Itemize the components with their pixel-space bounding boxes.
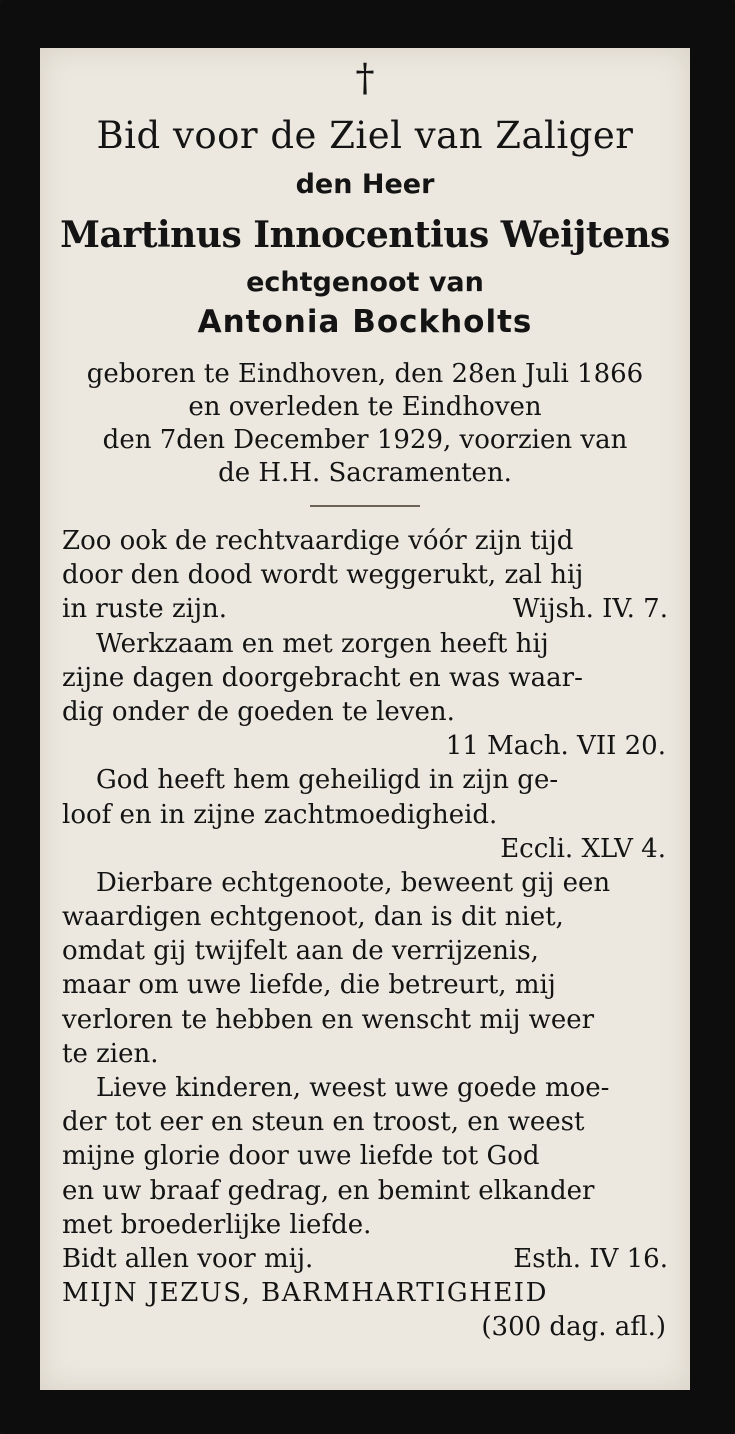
spouse-name: Antonia Bockholts [197, 304, 533, 340]
memorial-card-paper [40, 48, 690, 1390]
text-line: verloren te hebben en wenscht mij weer [62, 1004, 595, 1035]
scripture-reference: Eccli. XLV 4. [500, 833, 666, 864]
text-line: dig onder de goeden te leven. [62, 696, 455, 727]
prayer-heading: Bid voor de Ziel van Zaliger [96, 114, 634, 157]
title-line: den Heer [295, 169, 435, 200]
text-line: der tot eer en steun en troost, en weest [62, 1107, 585, 1138]
bio-line: den 7den December 1929, voorzien van [102, 425, 628, 455]
scripture-reference: 11 Mach. VII 20. [445, 731, 666, 762]
text-line: mijne glorie door uwe liefde tot God [62, 1141, 540, 1172]
text-line [62, 592, 668, 626]
text-line: omdat gij twijfelt aan de verrijzenis, [62, 936, 539, 967]
text-line: en uw braaf gedrag, en bemint elkander [62, 1175, 595, 1206]
invocation: MIJN JEZUS, BARMHARTIGHEID [62, 1278, 548, 1309]
text-line [62, 1242, 668, 1276]
bio-line: geboren te Eindhoven, den 28en Juli 1866 [86, 359, 644, 389]
scripture-reference: Esth. IV 16. [513, 1243, 668, 1274]
text-line: Zoo ook de rechtvaardige vóór zijn tijd [62, 526, 574, 556]
text-line: maar om uwe liefde, die betreurt, mij [62, 970, 556, 1001]
text-line: loof en in zijne zachtmoedigheid. [62, 799, 498, 830]
divider [310, 505, 420, 507]
bio-line: en overleden te Eindhoven [188, 392, 542, 422]
text-line: met broederlijke liefde. [62, 1209, 372, 1240]
text-line: te zien. [62, 1038, 159, 1069]
text-segment: in ruste zijn. [62, 594, 228, 625]
text-line: Dierbare echtgenoote, beweent gij een [96, 867, 611, 898]
biography [40, 358, 690, 490]
text-segment: Bidt allen voor mij. [62, 1243, 314, 1274]
relation-line: echtgenoot van [246, 267, 484, 298]
text-line: waardigen echtgenoot, dan is dit niet, [62, 902, 564, 933]
text-line: God heeft hem geheiligd in zijn ge- [96, 765, 559, 796]
text-line: Lieve kinderen, weest uwe goede moe- [96, 1073, 610, 1103]
text-line: Werkzaam en met zorgen heeft hij [96, 628, 549, 659]
bio-line: de H.H. Sacramenten. [218, 458, 512, 488]
scripture-reference: Wijsh. IV. 7. [512, 594, 668, 625]
text-line: zijne dagen doorgebracht en was waar- [62, 662, 583, 693]
indulgence-note: (300 dag. afl.) [481, 1312, 666, 1343]
text-line: door den dood wordt weggerukt, zal hij [62, 560, 584, 591]
deceased-name: Martinus Innocentius Weijtens [60, 214, 670, 256]
cross-icon: † [355, 56, 375, 100]
scripture-text [62, 524, 668, 1345]
